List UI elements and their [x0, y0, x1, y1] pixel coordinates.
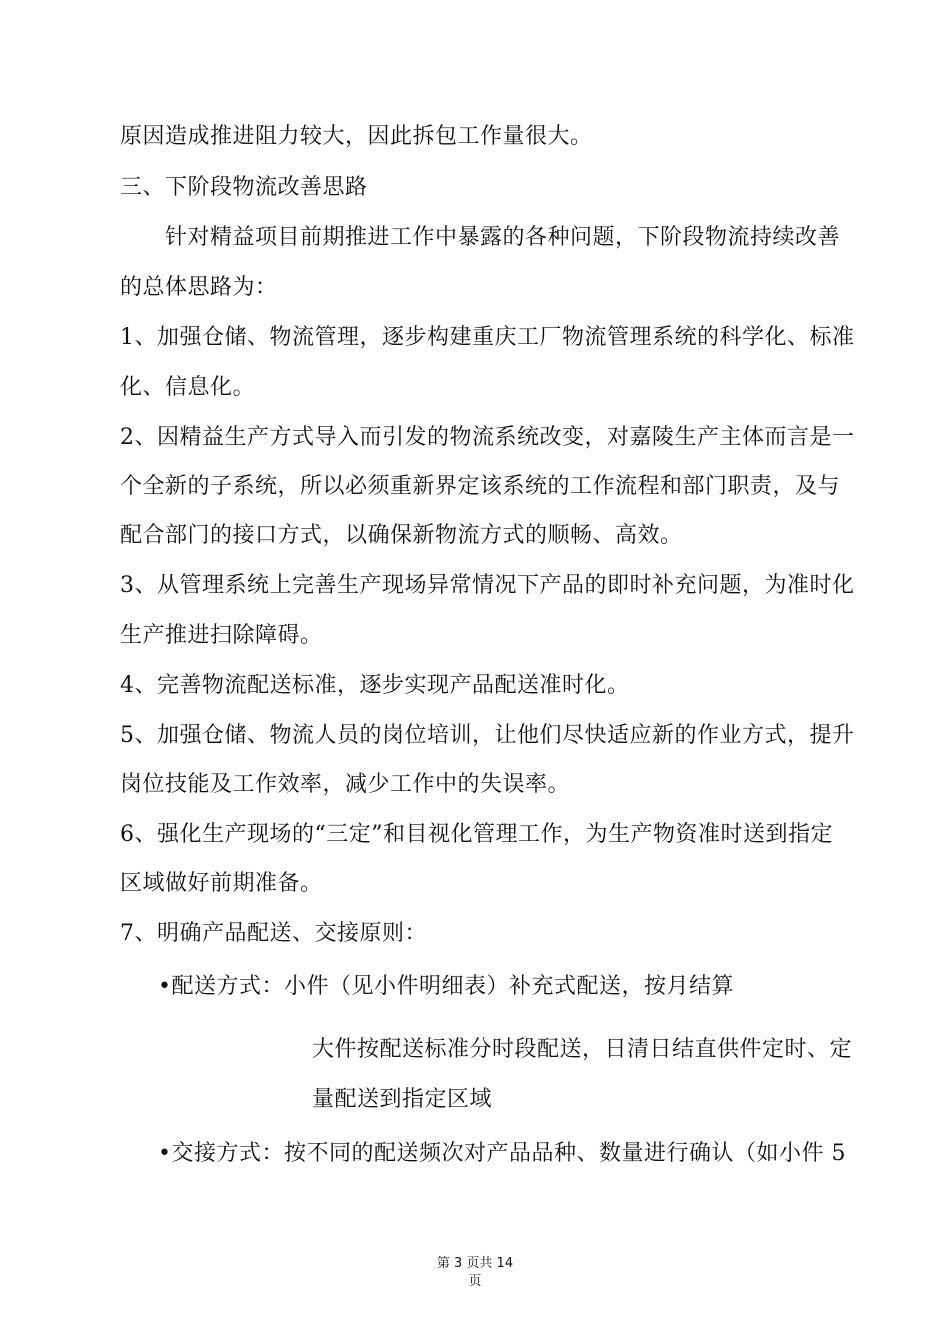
list-item-1: 1、加强仓储、物流管理，逐步构建重庆工厂物流管理系统的科学化、标准	[120, 325, 855, 350]
text-line: 岗位技能及工作效率，减少工作中的失误率。	[120, 772, 571, 797]
text-line: 大件按配送标准分时段配送，日清日结直供件定时、定	[312, 1037, 853, 1062]
text-line: 个全新的子系统，所以必须重新界定该系统的工作流程和部门职责，及与	[120, 474, 841, 499]
text-line: 化、信息化。	[120, 375, 256, 400]
page-number-suffix: 页	[468, 1274, 482, 1289]
list-item-6: 6、强化生产现场的“三定”和目视化管理工作，为生产物资准时送到指定	[120, 822, 833, 847]
list-item-4: 4、完善物流配送标准，逐步实现产品配送准时化。	[120, 673, 630, 698]
list-item-7: 7、明确产品配送、交接原则：	[120, 921, 427, 946]
list-item-5: 5、加强仓储、物流人员的岗位培训，让他们尽快适应新的作业方式，提升	[120, 723, 855, 748]
list-item-2: 2、因精益生产方式导入而引发的物流系统改变，对嘉陵生产主体而言是一	[120, 425, 855, 450]
section-heading: 三、下阶段物流改善思路	[120, 175, 368, 200]
text-line: 针对精益项目前期推进工作中暴露的各种问题，下阶段物流持续改善	[165, 225, 841, 250]
text-line: 配合部门的接口方式，以确保新物流方式的顺畅、高效。	[120, 523, 683, 548]
bullet-delivery-method: •配送方式：小件（见小件明细表）补充式配送，按月结算	[158, 974, 734, 999]
text-line: 区域做好前期准备。	[120, 871, 323, 896]
text-line: 量配送到指定区域	[312, 1087, 493, 1112]
text-line: 原因造成推进阻力较大，因此拆包工作量很大。	[120, 124, 593, 149]
text-line: 生产推进扫除障碍。	[120, 623, 323, 648]
text-line: 的总体思路为：	[120, 275, 278, 300]
page-number: 第 3 页共 14	[436, 1256, 514, 1271]
bullet-handover-method: •交接方式：按不同的配送频次对产品品种、数量进行确认（如小件 5	[158, 1141, 846, 1166]
list-item-3: 3、从管理系统上完善生产现场异常情况下产品的即时补充问题，为准时化	[120, 573, 855, 598]
